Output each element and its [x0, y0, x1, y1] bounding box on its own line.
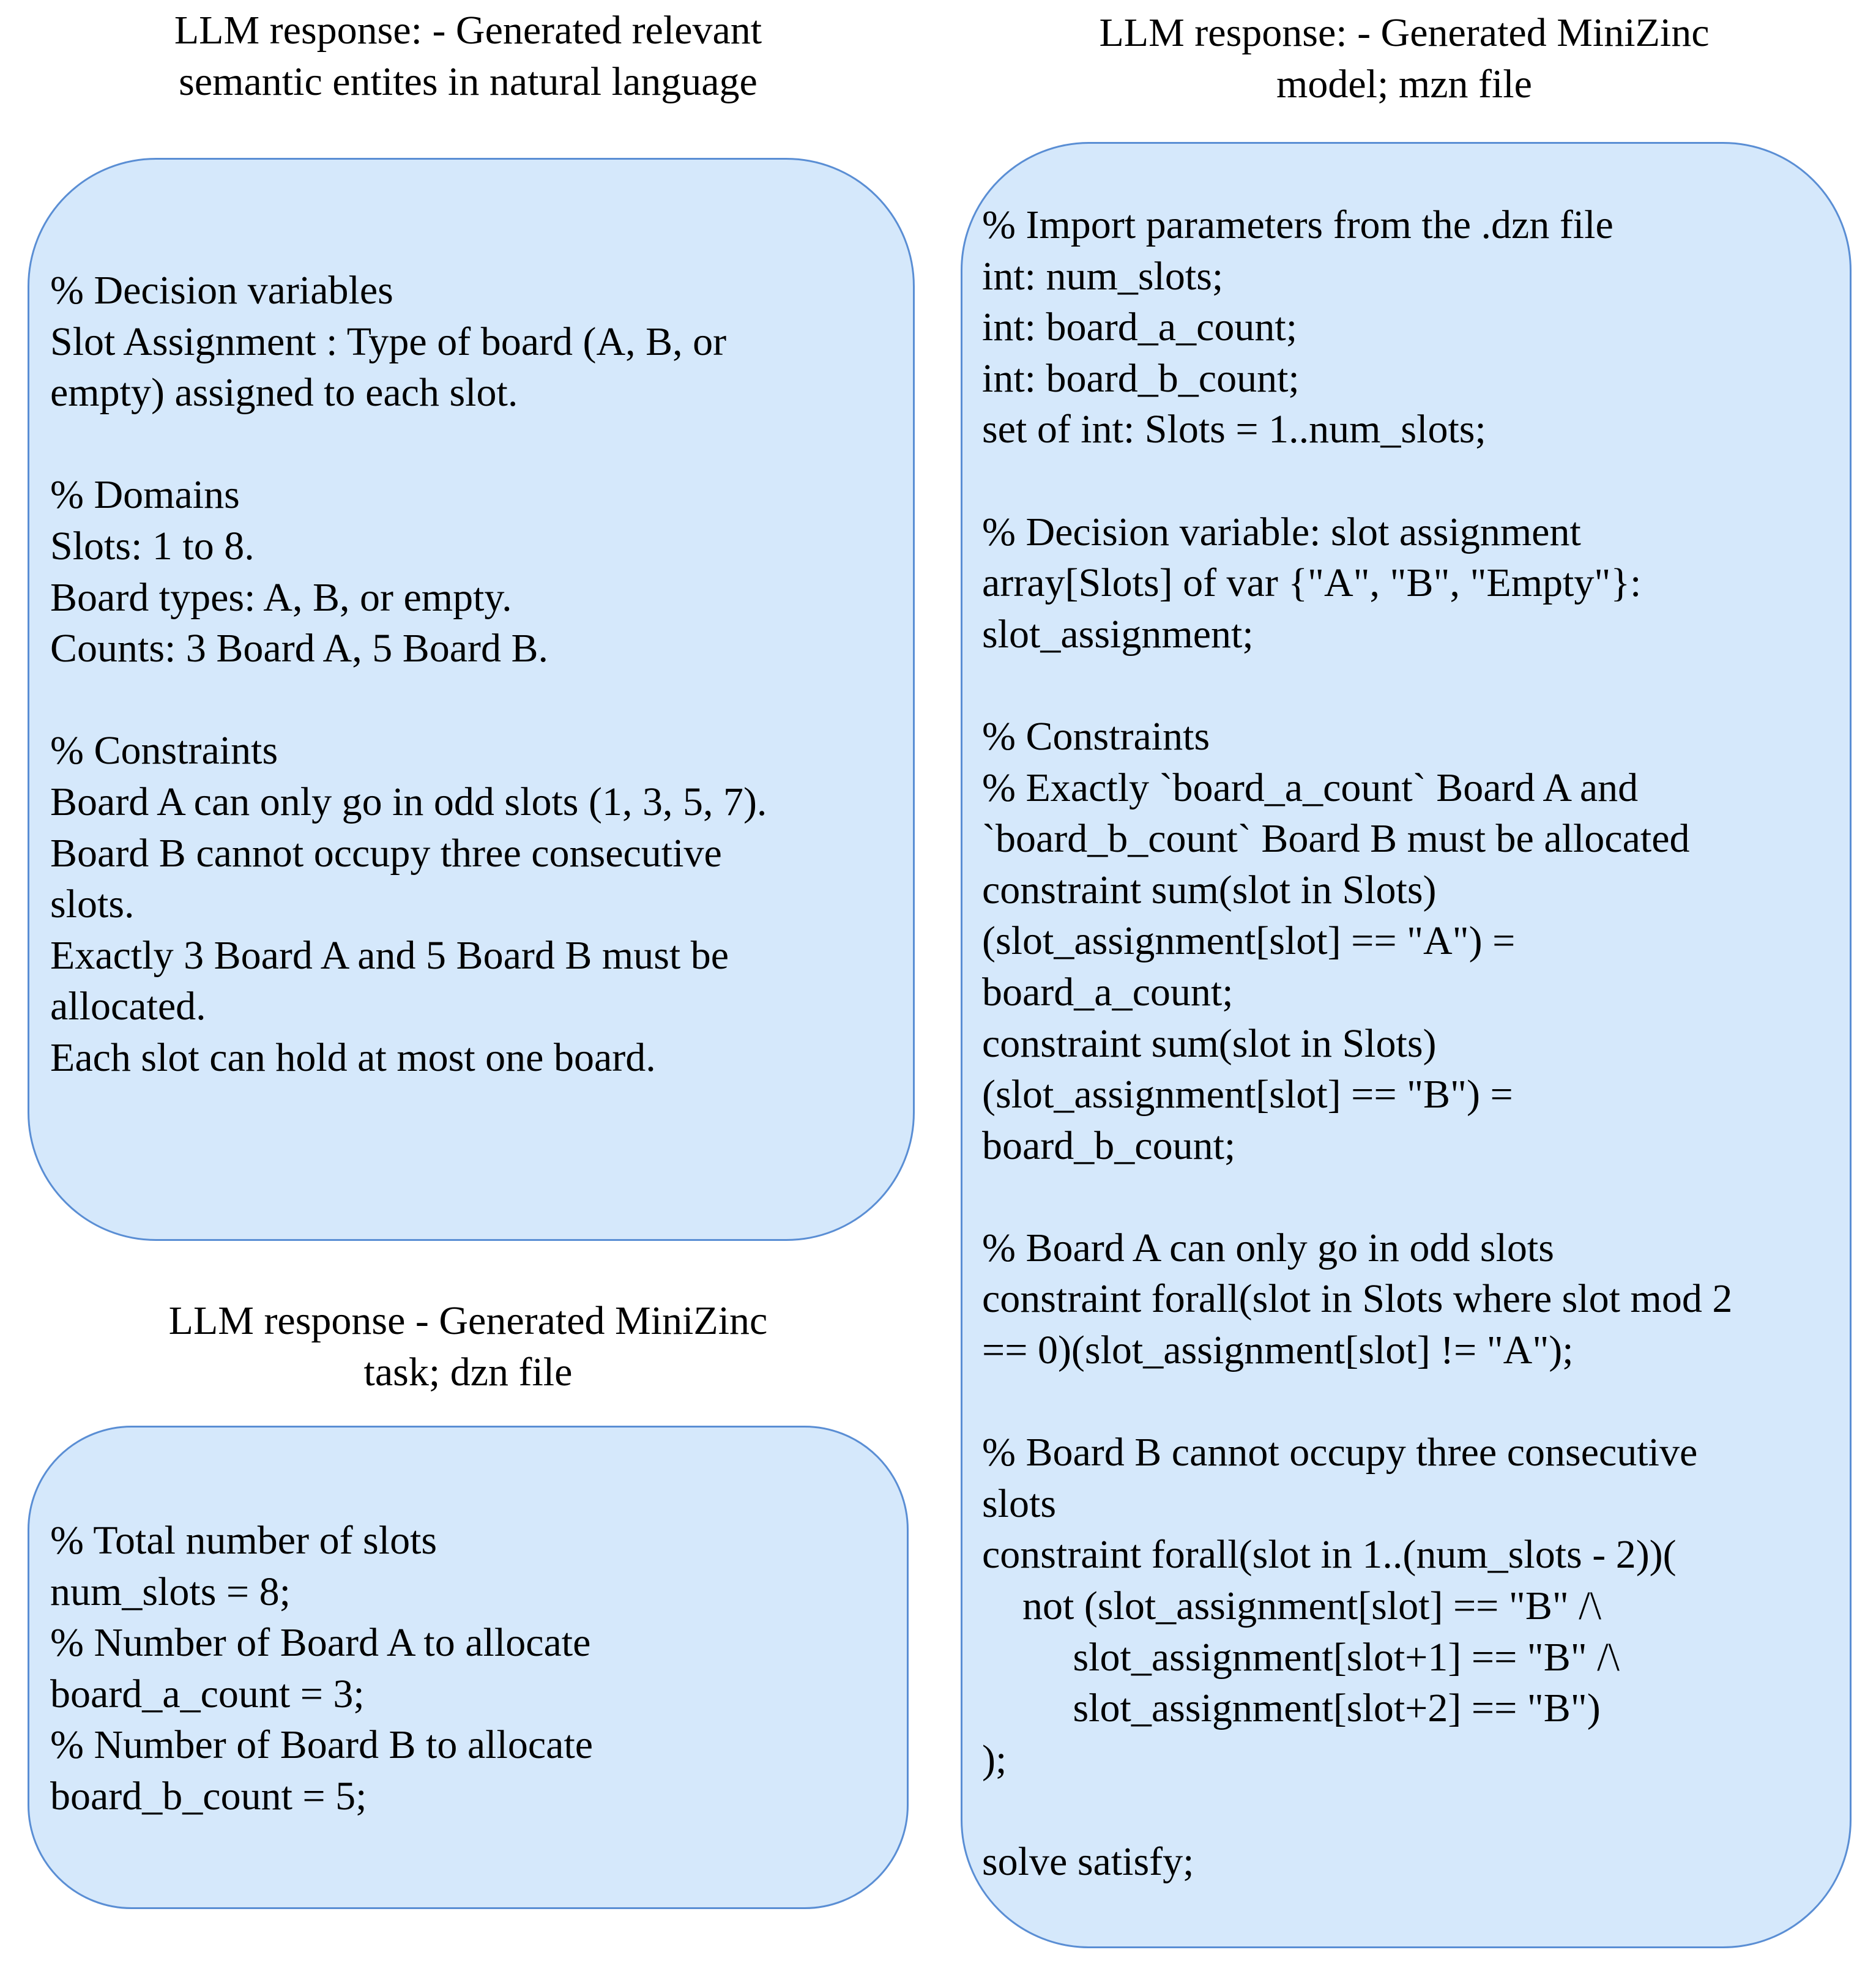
semantic-line: slots.	[50, 882, 135, 927]
mzn-line: array[Slots] of var {"A", "B", "Empty"}:	[982, 560, 1642, 606]
mzn-line	[982, 1376, 1732, 1428]
mzn-line: (slot_assignment[slot] == "B") =	[982, 1072, 1513, 1117]
semantic-entities-text	[50, 265, 767, 1084]
mzn-line: not (slot_assignment[slot] == "B" /\	[982, 1584, 1601, 1629]
mzn-line: % Board B cannot occupy three consecutive	[982, 1430, 1698, 1475]
dzn-line: num_slots = 8;	[50, 1569, 291, 1614]
mzn-line: constraint forall(slot in 1..(num_slots - 2))(	[982, 1532, 1677, 1577]
minizinc-task-heading	[28, 1295, 909, 1398]
mzn-line: constraint forall(slot in Slots where slot mod 2	[982, 1276, 1733, 1322]
semantic-line: Slots: 1 to 8.	[50, 523, 255, 568]
mzn-line: solve satisfy;	[982, 1839, 1194, 1884]
semantic-line: % Domains	[50, 472, 240, 518]
semantic-line: Slot Assignment : Type of board (A, B, or	[50, 319, 727, 364]
mzn-line: % Decision variable: slot assignment	[982, 509, 1581, 554]
mzn-line	[982, 660, 1732, 711]
heading-line: LLM response: - Generated MiniZinc	[1099, 10, 1710, 55]
mzn-line: int: board_b_count;	[982, 356, 1300, 401]
mzn-line: % Constraints	[982, 713, 1210, 759]
heading-line: LLM response - Generated MiniZinc	[168, 1298, 768, 1343]
semantic-line: Each slot can hold at most one board.	[50, 1035, 656, 1080]
mzn-line	[982, 455, 1732, 507]
dzn-task-text	[50, 1515, 593, 1822]
semantic-line: allocated.	[50, 984, 206, 1029]
semantic-line: Board B cannot occupy three consecutive	[50, 830, 722, 876]
semantic-line: Counts: 3 Board A, 5 Board B.	[50, 626, 549, 671]
dzn-line: % Number of Board B to allocate	[50, 1722, 594, 1768]
mzn-line: );	[982, 1737, 1007, 1782]
mzn-line: % Exactly `board_a_count` Board A and	[982, 765, 1639, 810]
mzn-line: int: board_a_count;	[982, 305, 1298, 350]
dzn-line: board_b_count = 5;	[50, 1773, 367, 1819]
mzn-model-text	[982, 199, 1732, 1888]
mzn-line: constraint sum(slot in Slots)	[982, 1021, 1437, 1066]
mzn-line: board_b_count;	[982, 1123, 1236, 1168]
semantic-line	[50, 419, 767, 470]
mzn-line: slots	[982, 1481, 1057, 1526]
semantic-line: empty) assigned to each slot.	[50, 370, 518, 415]
dzn-line: % Number of Board A to allocate	[50, 1620, 591, 1666]
semantic-line: Exactly 3 Board A and 5 Board B must be	[50, 933, 729, 978]
heading-line: task; dzn file	[363, 1350, 573, 1394]
mzn-line: set of int: Slots = 1..num_slots;	[982, 407, 1486, 452]
dzn-line: % Total number of slots	[50, 1518, 437, 1563]
semantic-line: % Decision variables	[50, 268, 393, 313]
semantic-entities-heading	[28, 5, 909, 108]
mzn-line	[982, 1171, 1732, 1223]
mzn-line: % Board A can only go in odd slots	[982, 1225, 1554, 1270]
mzn-line: constraint sum(slot in Slots)	[982, 867, 1437, 912]
mzn-line: `board_b_count` Board B must be allocated	[982, 816, 1690, 862]
mzn-line: == 0)(slot_assignment[slot] != "A");	[982, 1328, 1574, 1373]
semantic-line	[50, 674, 767, 726]
semantic-line: Board A can only go in odd slots (1, 3, 5, 7).	[50, 779, 767, 824]
mzn-line: slot_assignment[slot+1] == "B" /\	[982, 1634, 1620, 1680]
dzn-line: board_a_count = 3;	[50, 1671, 365, 1716]
semantic-line: Board types: A, B, or empty.	[50, 575, 512, 620]
semantic-line: % Constraints	[50, 728, 278, 773]
mzn-line: (slot_assignment[slot] == "A") =	[982, 918, 1516, 964]
heading-line: model; mzn file	[1276, 62, 1532, 106]
mzn-line: int: num_slots;	[982, 253, 1224, 299]
heading-line: semantic entites in natural language	[179, 59, 757, 104]
minizinc-model-heading	[961, 7, 1848, 110]
mzn-line: board_a_count;	[982, 969, 1234, 1015]
mzn-line: slot_assignment[slot+2] == "B")	[982, 1686, 1601, 1731]
mzn-line: % Import parameters from the .dzn file	[982, 203, 1614, 247]
heading-line: LLM response: - Generated relevant	[174, 8, 762, 53]
mzn-line: slot_assignment;	[982, 611, 1254, 657]
mzn-line	[982, 1785, 1732, 1836]
